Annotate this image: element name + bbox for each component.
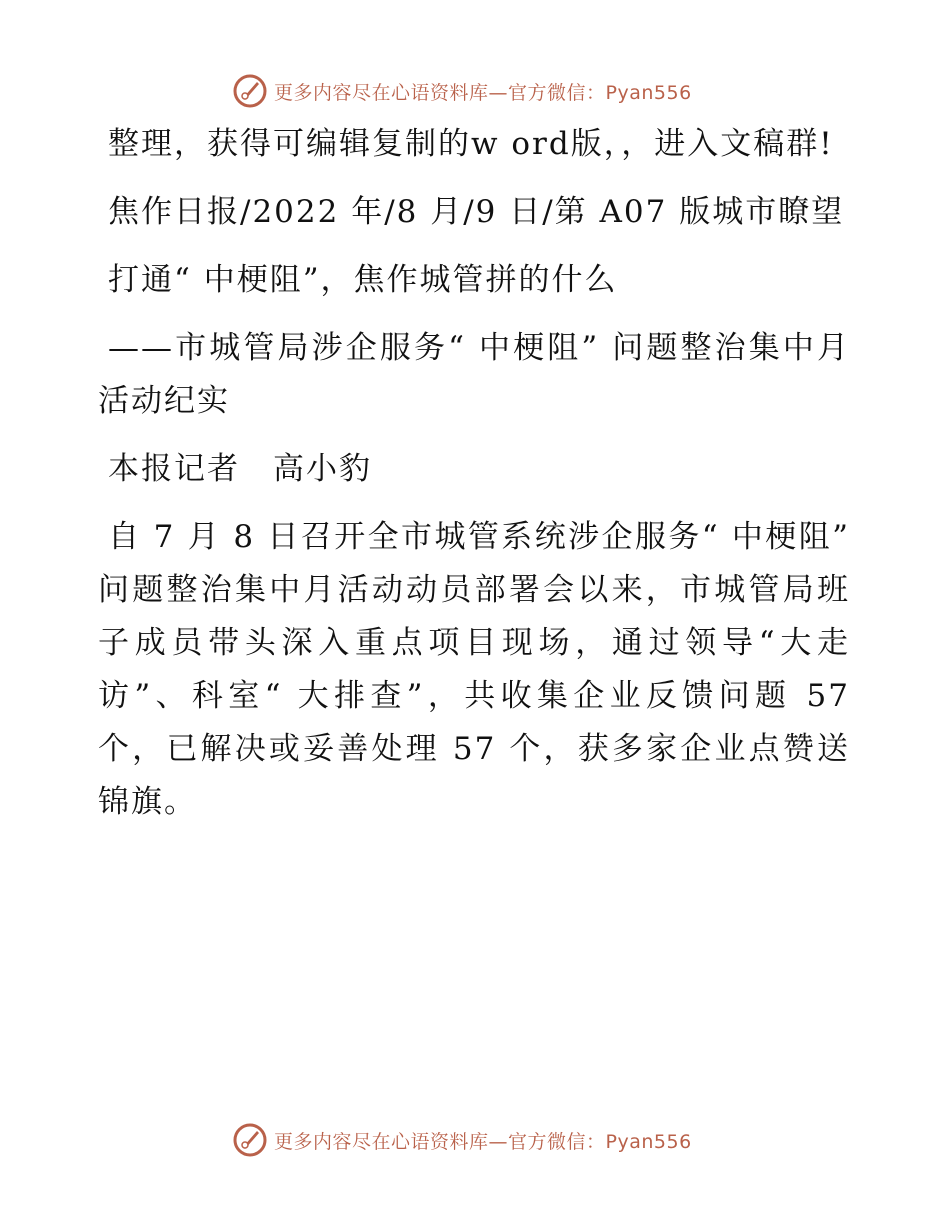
quill-logo-icon: [232, 73, 268, 109]
quill-logo-icon: [232, 1122, 268, 1158]
watermark-banner-top: [232, 72, 692, 110]
watermark-text: 更多内容尽在心语资料库—官方微信：Pyan556: [274, 1130, 692, 1153]
body-paragraph: 自 7 月 8 日召开全市城管系统涉企服务“ 中梗阻” 问题整治集中月活动动员部署会以来，市城管局班子成员带头深入重点项目现场，通过领导“大走访”、科室“ 大排查”，共收集企业反馈问题 57 个，已解决或妥善处理 57 个，获多家企业点赞送锦旗。: [98, 519, 850, 820]
watermark-banner-bottom: [232, 1121, 692, 1159]
watermark-text: 更多内容尽在心语资料库—官方微信：Pyan556: [274, 81, 692, 104]
byline: 本报记者 高小豹: [108, 451, 372, 487]
article-title: 打通“ 中梗阻”，焦作城管拼的什么: [108, 262, 618, 298]
source-line: 焦作日报/2022 年/8 月/9 日/第 A07 版城市瞭望: [108, 194, 845, 230]
intro-line: 整理，获得可编辑复制的w ord版，，进入文稿群!: [108, 126, 834, 162]
document-body: [98, 118, 850, 829]
article-subtitle: ——市城管局涉企服务“ 中梗阻” 问题整治集中月活动纪实: [98, 330, 850, 419]
